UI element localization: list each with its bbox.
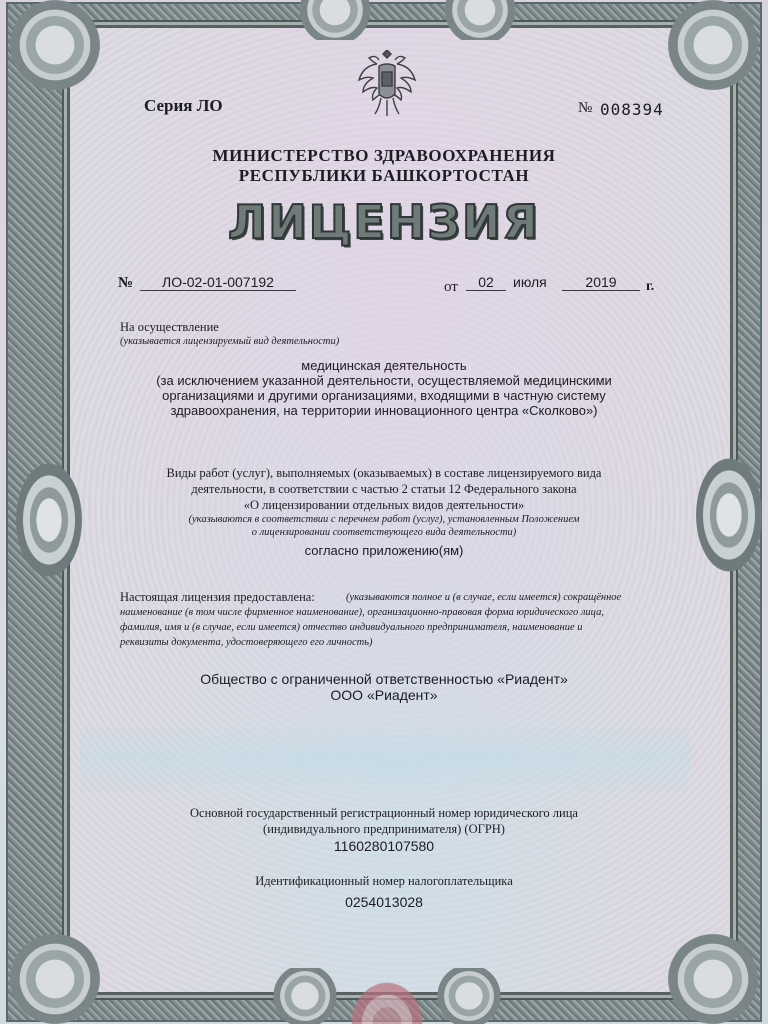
company-full-name: Общество с ограниченной ответственностью «Риадент» — [200, 671, 568, 687]
works-line-3: «О лицензировании отдельных видов деятельности» — [243, 498, 525, 512]
right-side-ornament — [694, 455, 764, 575]
ogrn-label-2: (индивидуального предпринимателя) (ОГРН) — [263, 822, 505, 836]
company-short-name: ООО «Риадент» — [330, 687, 438, 703]
ogrn-label-1: Основной государственный регистрационный номер юридического лица — [190, 806, 578, 820]
license-number-sign: № — [118, 275, 134, 291]
activity-line-1: медицинская деятельность — [301, 358, 467, 373]
security-band — [80, 720, 690, 798]
activity-label: На осуществление — [120, 320, 219, 334]
activity-note: (указывается лицензируемый вид деятельности) — [120, 336, 340, 347]
works-note-1: (указываются в соответствии с перечнем работ (услуг), установленным Положением — [188, 514, 580, 525]
works-value: согласно приложению(ям) — [304, 543, 464, 558]
bottom-ornament — [270, 968, 340, 1024]
double-headed-eagle-icon — [357, 50, 417, 118]
ministry-line-2: РЕСПУБЛИКИ БАШКОРТОСТАН — [238, 166, 530, 185]
license-number: ЛО-02-01-007192 — [140, 274, 296, 291]
corner-ornament — [10, 0, 100, 90]
works-line-2: деятельности, в соответствии с частью 2 статьи 12 Федерального закона — [191, 482, 577, 496]
corner-ornament — [668, 0, 758, 90]
corner-ornament — [668, 934, 758, 1024]
date-from-label: от — [444, 279, 458, 295]
year-suffix: г. — [646, 279, 655, 294]
ogrn-value: 1160280107580 — [333, 838, 435, 854]
corner-ornament — [10, 934, 100, 1024]
inn-value: 0254013028 — [345, 894, 423, 910]
granted-label: Настоящая лицензия предоставлена: — [120, 590, 315, 604]
activity-line-4: здравоохранения, на территории инновационного центра «Сколково») — [170, 403, 598, 418]
serial-number-sign: № — [578, 100, 593, 116]
granted-note-2: наименование (в том числе фирменное наименование), организационно-правовая форма юридического лица, — [120, 607, 604, 618]
ministry-line-1: МИНИСТЕРСТВО ЗДРАВООХРАНЕНИЯ — [212, 146, 556, 165]
license-month: июля — [513, 274, 547, 290]
license-day: 02 — [466, 274, 506, 291]
granted-note-4: реквизиты документа, удостоверяющего его личность) — [120, 637, 373, 648]
series-label: Серия ЛО — [144, 96, 223, 115]
left-side-ornament — [14, 460, 84, 580]
granted-note-3: фамилия, имя и (в случае, если имеется) отчество индивидуального предпринимателя, наименование и — [120, 622, 583, 633]
activity-line-2: (за исключением указанной деятельности, осуществляемой медицинскими — [156, 373, 612, 388]
top-ornament — [295, 0, 375, 40]
inn-label: Идентификационный номер налогоплательщика — [255, 874, 513, 888]
works-note-2: о лицензировании соответствующего вида деятельности) — [251, 527, 517, 538]
license-title: ЛИЦЕНЗИЯ — [228, 195, 540, 249]
granted-note-1: (указываются полное и (в случае, если имеется) сокращённое — [346, 592, 622, 603]
bottom-rosette — [332, 960, 442, 1024]
top-ornament — [440, 0, 520, 40]
bottom-ornament — [434, 968, 504, 1024]
license-year: 2019 — [562, 274, 640, 291]
serial-number: 008394 — [600, 100, 664, 119]
activity-line-3: организациями и другими организациями, входящими в частную систему — [162, 388, 606, 403]
works-line-1: Виды работ (услуг), выполняемых (оказываемых) в составе лицензируемого вида — [166, 466, 602, 480]
